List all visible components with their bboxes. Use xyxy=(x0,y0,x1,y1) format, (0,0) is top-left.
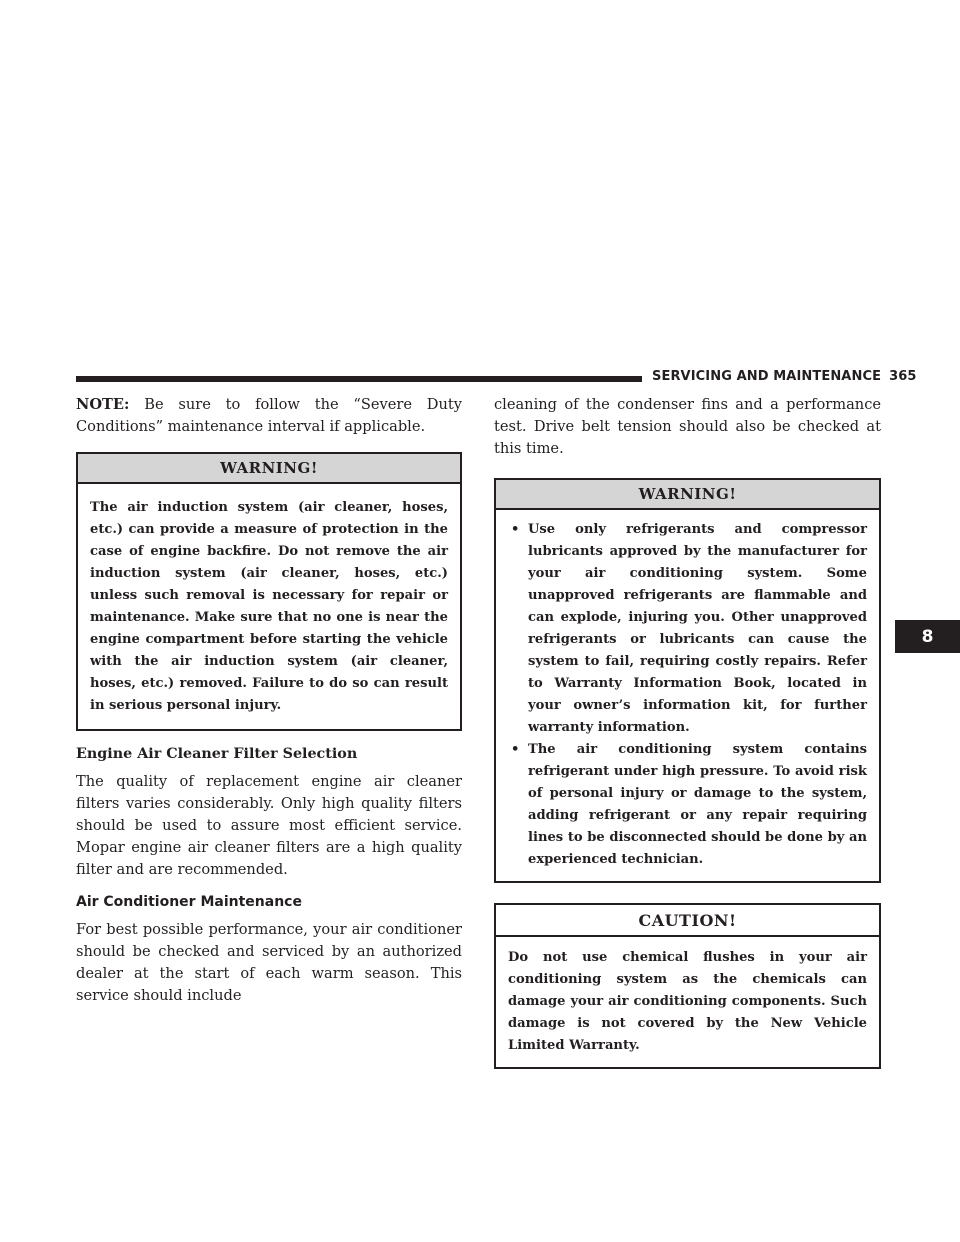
note-paragraph xyxy=(76,394,462,438)
bullet-icon: • xyxy=(511,522,520,537)
caution-title: CAUTION! xyxy=(496,905,879,937)
running-header xyxy=(652,369,917,384)
warning-list-item xyxy=(508,739,867,871)
warning-title: WARNING! xyxy=(496,480,879,510)
warning-box-refrigerant xyxy=(494,478,881,883)
ac-paragraph: For best possible performance, your air conditioner should be checked and serviced by an authorized dealer at the start of each warm season. This service should include xyxy=(76,921,462,1004)
bullet-icon: • xyxy=(511,742,520,757)
note-label: NOTE: xyxy=(76,396,130,413)
warning-box-induction xyxy=(76,452,462,731)
filter-selection-heading: Engine Air Cleaner Filter Selection xyxy=(76,746,358,762)
filter-paragraph: The quality of replacement engine air cleaner filters varies considerably. Only high quality filters should be used to assure most efficient service. Mopar engine air cleaner filters are a high quality filter and are recommended. xyxy=(76,773,462,878)
chapter-tab: 8 xyxy=(895,620,960,653)
continued-paragraph: cleaning of the condenser fins and a performance test. Drive belt tension should also be checked at this time. xyxy=(494,396,881,457)
caution-box xyxy=(494,903,881,1069)
warning-item-text: The air conditioning system contains refrigerant under high pressure. To avoid risk of personal injury or damage to the system, adding refrigerant or any repair requiring lines to be disconnected should be done by an experienced technician. xyxy=(528,742,867,867)
ac-maintenance-heading: Air Conditioner Maintenance xyxy=(76,894,302,910)
left-column xyxy=(76,394,462,1007)
warning-item-text: Use only refrigerants and compressor lubricants approved by the manufacturer for your air conditioning system. Some unapproved refrigerants are flammable and can explode, injuring you. Other unapproved refrigerants or lubricants can cause the system to fail, requiring costly repairs. Refer to Warranty Information Book, located in your owner’s information kit, for further warranty information. xyxy=(528,522,867,735)
warning-body: The air induction system (air cleaner, hoses, etc.) can provide a measure of protection in the case of engine backfire. Do not remove the air induction system (air cleaner, hoses, etc.) unless such removal is necessary for repair or maintenance. Make sure that no one is near the engine compartment before starting the vehicle with the air induction system (air cleaner, hoses, etc.) removed. Failure to do so can result in serious personal injury. xyxy=(90,500,448,713)
right-column xyxy=(494,394,881,1069)
warning-list-item xyxy=(508,519,867,739)
warning-title: WARNING! xyxy=(78,454,460,484)
section-title: SERVICING AND MAINTENANCE xyxy=(652,369,882,384)
header-rule xyxy=(76,376,642,382)
warning-list xyxy=(508,519,867,871)
warning-body xyxy=(496,510,879,881)
page-number: 365 xyxy=(889,369,917,384)
note-text: Be sure to follow the “Severe Duty Conditions” maintenance interval if applicable. xyxy=(76,396,462,435)
caution-body: Do not use chemical flushes in your air conditioning system as the chemicals can damage your air conditioning components. Such damage is not covered by the New Vehicle Limited Warranty. xyxy=(508,950,867,1053)
